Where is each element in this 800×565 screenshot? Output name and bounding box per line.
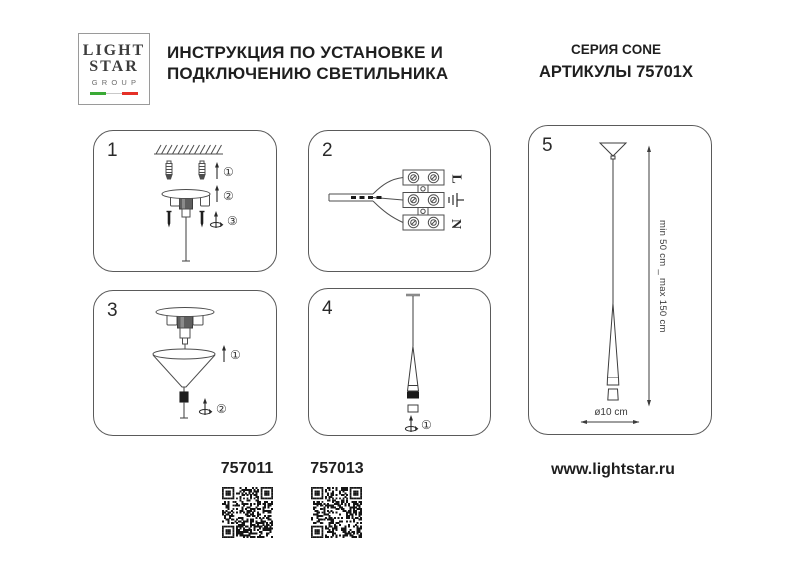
diameter-dimension-label: ø10 cm: [594, 407, 628, 418]
series-label: СЕРИЯ CONE: [571, 42, 661, 57]
panel-number: 1: [107, 140, 118, 161]
step-2-marker: ②: [223, 189, 234, 203]
step-2-marker: ②: [216, 402, 227, 416]
step-panel-2-wiring: [308, 130, 491, 272]
step-1-marker: ①: [230, 348, 241, 362]
logo-word-light: LIGHT: [82, 42, 146, 59]
terminal-block-diagram: [309, 131, 492, 273]
step-1-marker: ①: [223, 165, 234, 179]
panel-number: 4: [322, 298, 333, 319]
articles-label: АРТИКУЛЫ 75701X: [539, 63, 693, 81]
ground-symbol-icon: [449, 193, 464, 207]
step-3-marker: ③: [227, 214, 238, 228]
pendant-dimensions-diagram: [529, 126, 713, 436]
lightstar-logo: [78, 33, 150, 105]
panel-number: 3: [107, 300, 118, 321]
page-title: [167, 42, 487, 84]
height-dimension-label: min 50 cm _ max 150 cm: [657, 219, 668, 333]
step-panel-1-ceiling-mounting: [93, 130, 277, 272]
neutral-terminal-label: N: [448, 218, 464, 230]
shade-assembly-diagram: [94, 291, 278, 437]
title-line-2: ПОДКЛЮЧЕНИЮ СВЕТИЛЬНИКА: [167, 64, 449, 83]
article-number-757013: 757013: [310, 460, 364, 477]
line-terminal-label: L: [448, 174, 464, 184]
ceiling-mount-diagram: [94, 131, 278, 273]
logo-word-star: STAR: [89, 58, 139, 75]
website-url: www.lightstar.ru: [551, 461, 675, 478]
logo-word-group: GROUP: [91, 78, 141, 87]
qr-code-757011: [222, 487, 273, 538]
qr-code-757013: [311, 487, 362, 538]
title-line-1: ИНСТРУКЦИЯ ПО УСТАНОВКЕ И: [167, 43, 443, 62]
pendant-cone-diagram: [309, 289, 492, 437]
step-panel-4-diffuser-mounting: [308, 288, 491, 436]
step-1-marker: ①: [421, 418, 432, 432]
panel-number: 2: [322, 140, 333, 161]
italian-flag-icon: [90, 91, 138, 95]
step-panel-3-shade-assembly: [93, 290, 277, 436]
series-block: [535, 42, 697, 82]
step-panel-5-dimensions: [528, 125, 712, 435]
panel-number: 5: [542, 135, 553, 156]
article-number-757011: 757011: [220, 460, 274, 477]
